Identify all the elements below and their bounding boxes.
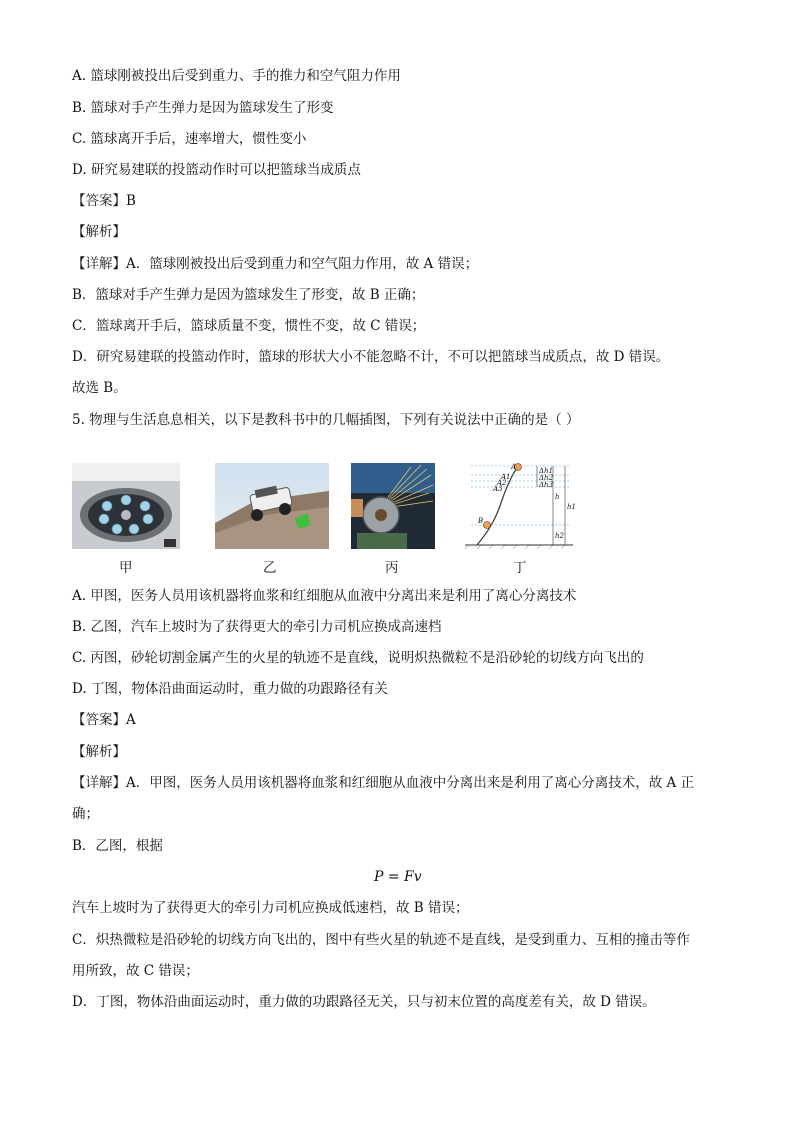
label-h: h bbox=[555, 493, 560, 501]
sparks-image bbox=[351, 463, 435, 549]
curve-diagram bbox=[465, 463, 576, 549]
label-dh3: Δh3 bbox=[539, 481, 554, 489]
q5-detail-b-cont: 汽车上坡时为了获得更大的牵引力司机应换成低速档，故 B 错误； bbox=[72, 900, 469, 916]
q5-detail-a-text: A．甲图，医务人员用该机器将血浆和红细胞从血液中分离出来是利用了离心分离技术，故 A 正 bbox=[126, 775, 695, 791]
q5-detail-c: C．炽热微粒是沿砂轮的切线方向飞出的，图中有些火星的轨迹不是直线，是受到重力、互相的撞击等作 bbox=[72, 932, 690, 948]
q4-option-c: C. 篮球离开手后，速率增大，惯性变小 bbox=[72, 131, 307, 147]
q5-stem: 5. 物理与生活息息相关，以下是教科书中的几幅插图，下列有关说法中正确的是（ ） bbox=[72, 412, 580, 428]
q5-detail-c-cont: 用所致，故 C 错误； bbox=[72, 963, 199, 979]
caption-bing: 丙 bbox=[385, 560, 399, 576]
caption-jia: 甲 bbox=[119, 560, 133, 576]
figure-grinding-sparks bbox=[351, 463, 435, 549]
q4-answer: B bbox=[126, 193, 136, 209]
caption-ding: 丁 bbox=[513, 560, 527, 576]
figure-curve-diagram bbox=[465, 463, 576, 549]
car-image bbox=[215, 463, 329, 549]
detail-tag: 【详解】 bbox=[72, 256, 126, 272]
answer-tag: 【答案】 bbox=[72, 712, 126, 728]
caption-yi: 乙 bbox=[263, 560, 277, 576]
q4-detail-a bbox=[72, 255, 478, 273]
label-h1: h1 bbox=[567, 503, 576, 511]
q4-detail-a-text: A．篮球刚被投出后受到重力和空气阻力作用，故 A 错误； bbox=[126, 256, 479, 272]
formula-power: P = Fv bbox=[374, 869, 422, 885]
label-A: A bbox=[511, 463, 517, 471]
q4-option-b: B. 篮球对手产生弹力是因为篮球发生了形变 bbox=[72, 100, 334, 116]
q5-option-a: A. 甲图，医务人员用该机器将血浆和红细胞从血液中分离出来是利用了离心分离技术 bbox=[72, 588, 577, 604]
q4-option-d: D. 研究易建联的投篮动作时可以把篮球当成质点 bbox=[72, 162, 361, 178]
centrifuge-image bbox=[72, 463, 180, 549]
label-dh2: Δh2 bbox=[539, 474, 554, 482]
q4-detail-d: D．研究易建联的投篮动作时，篮球的形状大小不能忽略不计，不可以把篮球当成质点，故 D 错误。 bbox=[72, 349, 670, 365]
q4-analysis-tag: 【解析】 bbox=[72, 224, 126, 240]
q5-option-c: C. 丙图，砂轮切割金属产生的火星的轨迹不是直线，说明炽热微粒不是沿砂轮的切线方向飞出的 bbox=[72, 650, 644, 666]
figure-centrifuge bbox=[72, 463, 180, 549]
label-B: B bbox=[478, 517, 484, 525]
q5-answer-line bbox=[72, 711, 136, 729]
q5-option-b: B. 乙图，汽车上坡时为了获得更大的牵引力司机应换成高速档 bbox=[72, 619, 442, 635]
q5-detail-a bbox=[72, 774, 694, 792]
q5-detail-d: D．丁图，物体沿曲面运动时，重力做的功跟路径无关，只与初末位置的高度差有关，故 D 错误。 bbox=[72, 994, 656, 1010]
q5-option-d: D. 丁图，物体沿曲面运动时，重力做的功跟路径有关 bbox=[72, 681, 388, 697]
q4-detail-b: B．篮球对手产生弹力是因为篮球发生了形变，故 B 正确； bbox=[72, 287, 425, 303]
q4-answer-line bbox=[72, 192, 136, 210]
q5-answer: A bbox=[126, 712, 136, 728]
q4-conclusion: 故选 B。 bbox=[72, 380, 127, 396]
q4-detail-c: C．篮球离开手后，篮球质量不变，惯性不变，故 C 错误； bbox=[72, 318, 426, 334]
q5-analysis-tag: 【解析】 bbox=[72, 744, 126, 760]
label-A2: A2 bbox=[497, 479, 507, 487]
figure-car-uphill bbox=[215, 463, 329, 549]
label-dh1: Δh1 bbox=[539, 467, 554, 475]
q4-option-a: A. 篮球刚被投出后受到重力、手的推力和空气阻力作用 bbox=[72, 68, 401, 84]
label-A1: A1 bbox=[501, 473, 511, 481]
q5-detail-a-cont: 确； bbox=[72, 806, 99, 822]
label-h2: h2 bbox=[555, 532, 564, 540]
label-A3: A3 bbox=[493, 485, 503, 493]
q5-detail-b: B．乙图，根据 bbox=[72, 838, 163, 854]
answer-tag: 【答案】 bbox=[72, 193, 126, 209]
detail-tag: 【详解】 bbox=[72, 775, 126, 791]
